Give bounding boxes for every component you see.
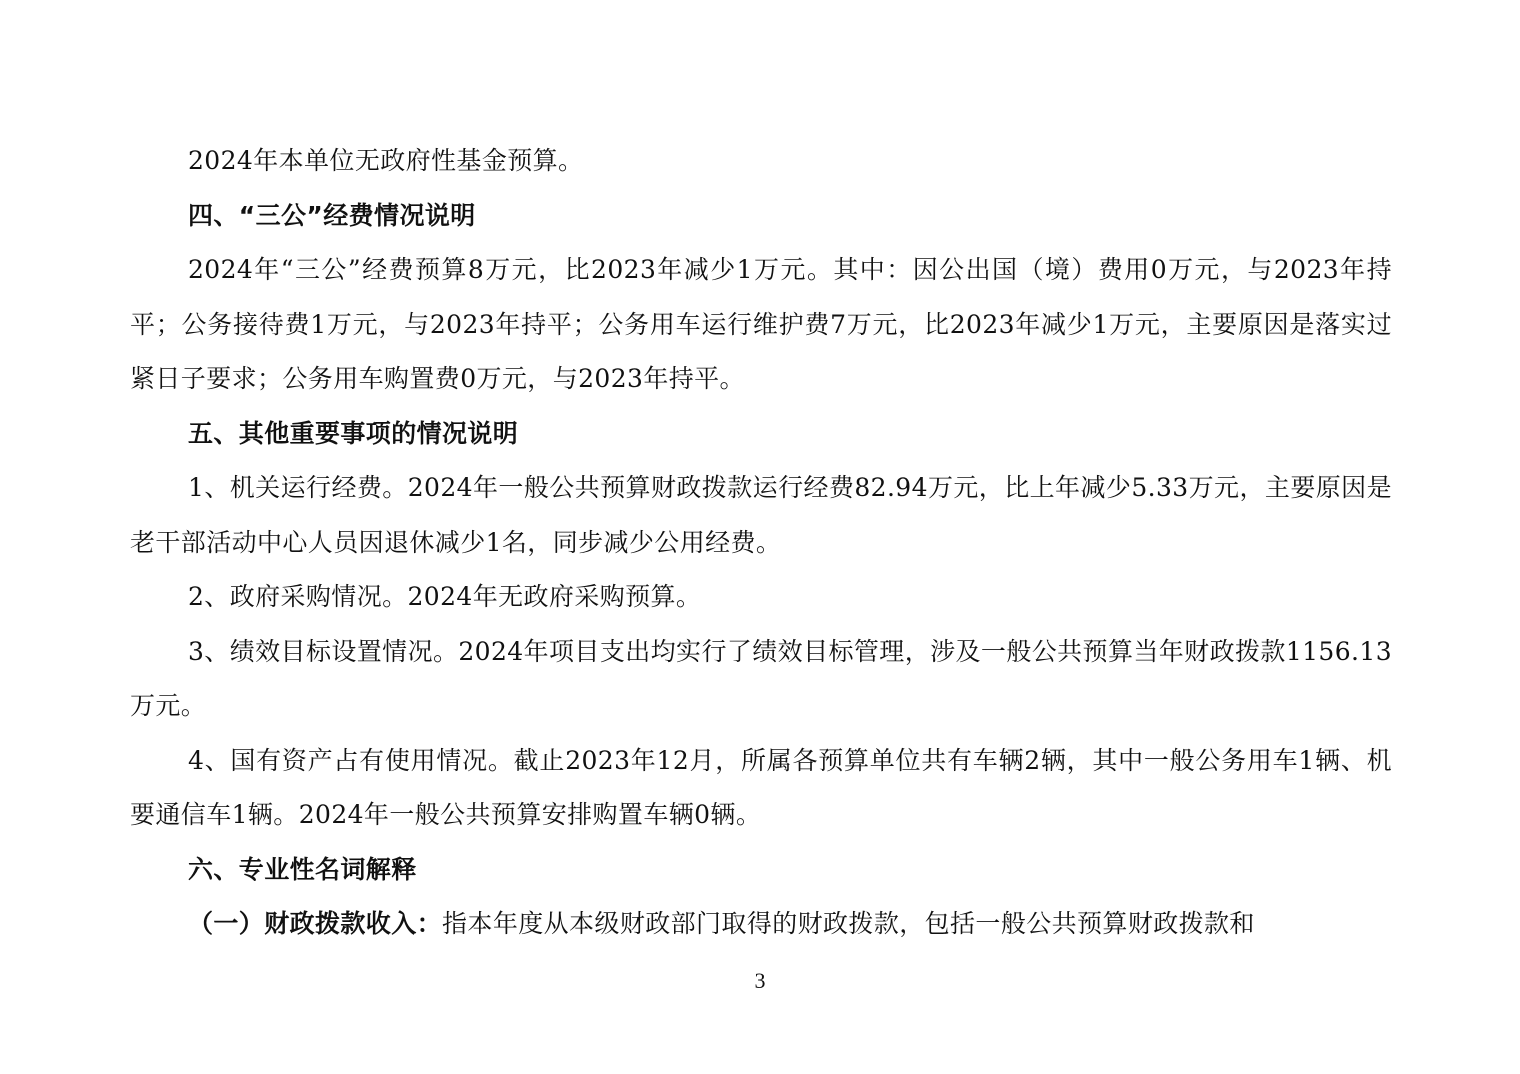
paragraph-operating-expenses: 1、机关运行经费。2024年一般公共预算财政拨款运行经费82.94万元，比上年减少5.33万元，主要原因是老干部活动中心人员因退休减少1名，同步减少公用经费。 xyxy=(130,473,1392,557)
heading-other-important-matters: 五、其他重要事项的情况说明 xyxy=(188,418,519,448)
heading-three-public-expenses: 四、“三公”经费情况说明 xyxy=(188,200,476,230)
definition-text: 指本年度从本级财政部门取得的财政拨款，包括一般公共预算财政拨款和 xyxy=(442,909,1255,938)
document-body xyxy=(130,134,1392,952)
definition-label: （一）财政拨款收入： xyxy=(188,909,443,938)
paragraph-government-fund: 2024年本单位无政府性基金预算。 xyxy=(188,146,584,175)
heading-terminology: 六、专业性名词解释 xyxy=(188,854,417,884)
paragraph-three-public-expenses: 2024年“三公”经费预算8万元，比2023年减少1万元。其中：因公出国（境）费用0万元，与2023年持平；公务接待费1万元，与2023年持平；公务用车运行维护费7万元，比2023年减少1万元，主要原因是落实过紧日子要求；公务用车购置费0万元，与2023年持平。 xyxy=(130,255,1392,393)
paragraph-fiscal-appropriation-definition xyxy=(130,897,1392,952)
page-number: 3 xyxy=(754,968,766,993)
paragraph-government-procurement: 2、政府采购情况。2024年无政府采购预算。 xyxy=(188,582,702,611)
paragraph-performance-targets: 3、绩效目标设置情况。2024年项目支出均实行了绩效目标管理，涉及一般公共预算当年财政拨款1156.13万元。 xyxy=(130,636,1392,720)
paragraph-state-assets: 4、国有资产占有使用情况。截止2023年12月，所属各预算单位共有车辆2辆，其中一般公务用车1辆、机要通信车1辆。2024年一般公共预算安排购置车辆0辆。 xyxy=(130,745,1392,829)
